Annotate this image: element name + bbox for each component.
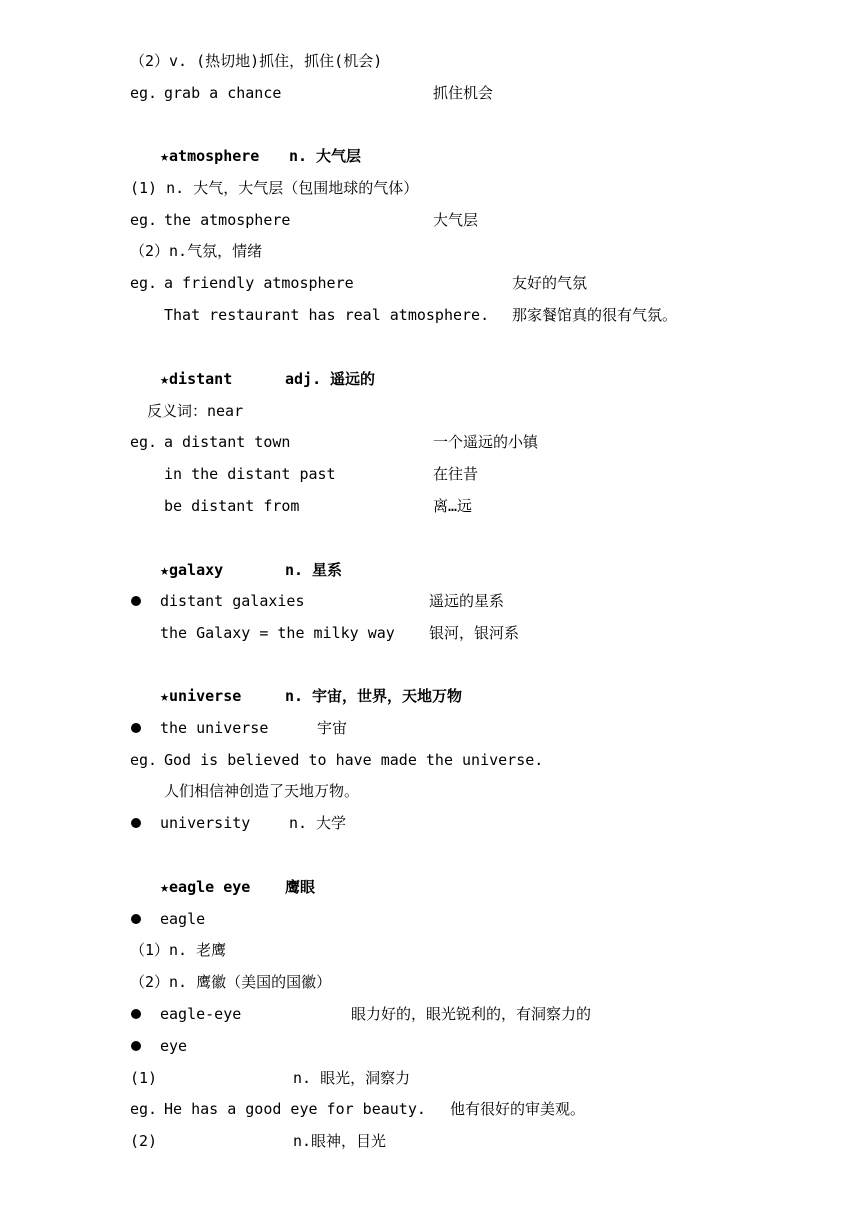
distant-eg-label: eg. [130,433,158,451]
distant-ex2-en: in the distant past [164,465,336,483]
galaxy-ex2-en: the Galaxy = the milky way [160,624,395,642]
bullet-icon [131,1009,141,1019]
universe-eg-zh: 人们相信神创造了天地万物。 [164,782,360,800]
atmosphere-eg2-en: a friendly atmosphere [164,274,354,292]
atmosphere-meaning: 大气层 [316,147,362,165]
eagle-word-3: eye [160,1037,188,1055]
eagle-word-2: eagle-eye [160,1005,242,1023]
eye-eg-zh: 他有很好的审美观。 [450,1100,586,1118]
bullet-icon [131,596,141,606]
universe-pos: n. [285,687,304,705]
galaxy-ex2-zh: 银河，银河系 [429,624,520,642]
atmosphere-eg1-label: eg. [130,211,158,229]
atmosphere-eg2-zh: 友好的气氛 [512,274,588,292]
universe-ex1-en: the universe [160,719,269,737]
atmosphere-heading: ★atmosphere [160,147,260,165]
eagle-sense-2: （2）n. 鹰徽（美国的国徽） [130,973,332,991]
distant-ex1-en: a distant town [164,433,291,451]
galaxy-heading: ★galaxy [160,561,224,579]
universe-meaning: 宇宙，世界，天地万物 [312,687,463,705]
bullet-icon [131,914,141,924]
atmosphere-eg1-en: the atmosphere [164,211,291,229]
eye-eg-en: He has a good eye for beauty. [164,1100,426,1118]
atmosphere-pos: n. [289,147,308,165]
eye-sense-2-num: (2) [130,1132,158,1150]
distant-antonym: 反义词：near [147,402,244,420]
bullet-icon [131,818,141,828]
bullet-icon [131,1041,141,1051]
eagle-word-1: eagle [160,910,206,928]
eye-sense-2: n.眼神，目光 [293,1132,387,1150]
universe-eg-label: eg. [130,751,158,769]
eagle-word-2-zh: 眼力好的，眼光锐利的，有洞察力的 [351,1005,592,1023]
galaxy-ex1-zh: 遥远的星系 [429,592,505,610]
eagle-heading: ★eagle eye [160,878,251,896]
universe-ex1-zh: 宇宙 [317,719,348,737]
galaxy-meaning: 星系 [312,561,343,579]
distant-ex1-zh: 一个遥远的小镇 [433,433,539,451]
universe-eg-en: God is believed to have made the universe. [164,751,544,769]
universe-related-pos: n. [289,814,308,832]
galaxy-pos: n. [285,561,304,579]
distant-ex3-zh: 离…远 [433,497,473,515]
distant-pos: adj. [285,370,322,388]
eagle-sense-1: （1）n. 老鹰 [130,941,227,959]
universe-heading: ★universe [160,687,242,705]
distant-meaning: 遥远的 [330,370,376,388]
distant-heading: ★distant [160,370,233,388]
atmosphere-eg3-zh: 那家餐馆真的很有气氛。 [512,306,678,324]
grab-eg-label: eg. [130,84,158,102]
eagle-meaning: 鹰眼 [285,878,316,896]
eye-sense-1-num: (1) [130,1069,158,1087]
atmosphere-sense-2: （2）n.气氛，情绪 [130,242,263,260]
grab-eg-zh: 抓住机会 [433,84,494,102]
eye-sense-1: n. 眼光，洞察力 [293,1069,411,1087]
atmosphere-eg1-zh: 大气层 [433,211,479,229]
atmosphere-sense-1: (1) n. 大气，大气层（包围地球的气体） [130,179,419,197]
universe-related-en: university [160,814,251,832]
distant-ex3-en: be distant from [164,497,300,515]
galaxy-ex1-en: distant galaxies [160,592,305,610]
grab-sense-2: （2）v. (热切地)抓住，抓住(机会) [130,52,383,70]
grab-eg-en: grab a chance [164,84,282,102]
atmosphere-eg2-label: eg. [130,274,158,292]
universe-related-zh: 大学 [316,814,347,832]
atmosphere-eg3-en: That restaurant has real atmosphere. [164,306,490,324]
eye-eg-label: eg. [130,1100,158,1118]
distant-ex2-zh: 在往昔 [433,465,479,483]
bullet-icon [131,723,141,733]
